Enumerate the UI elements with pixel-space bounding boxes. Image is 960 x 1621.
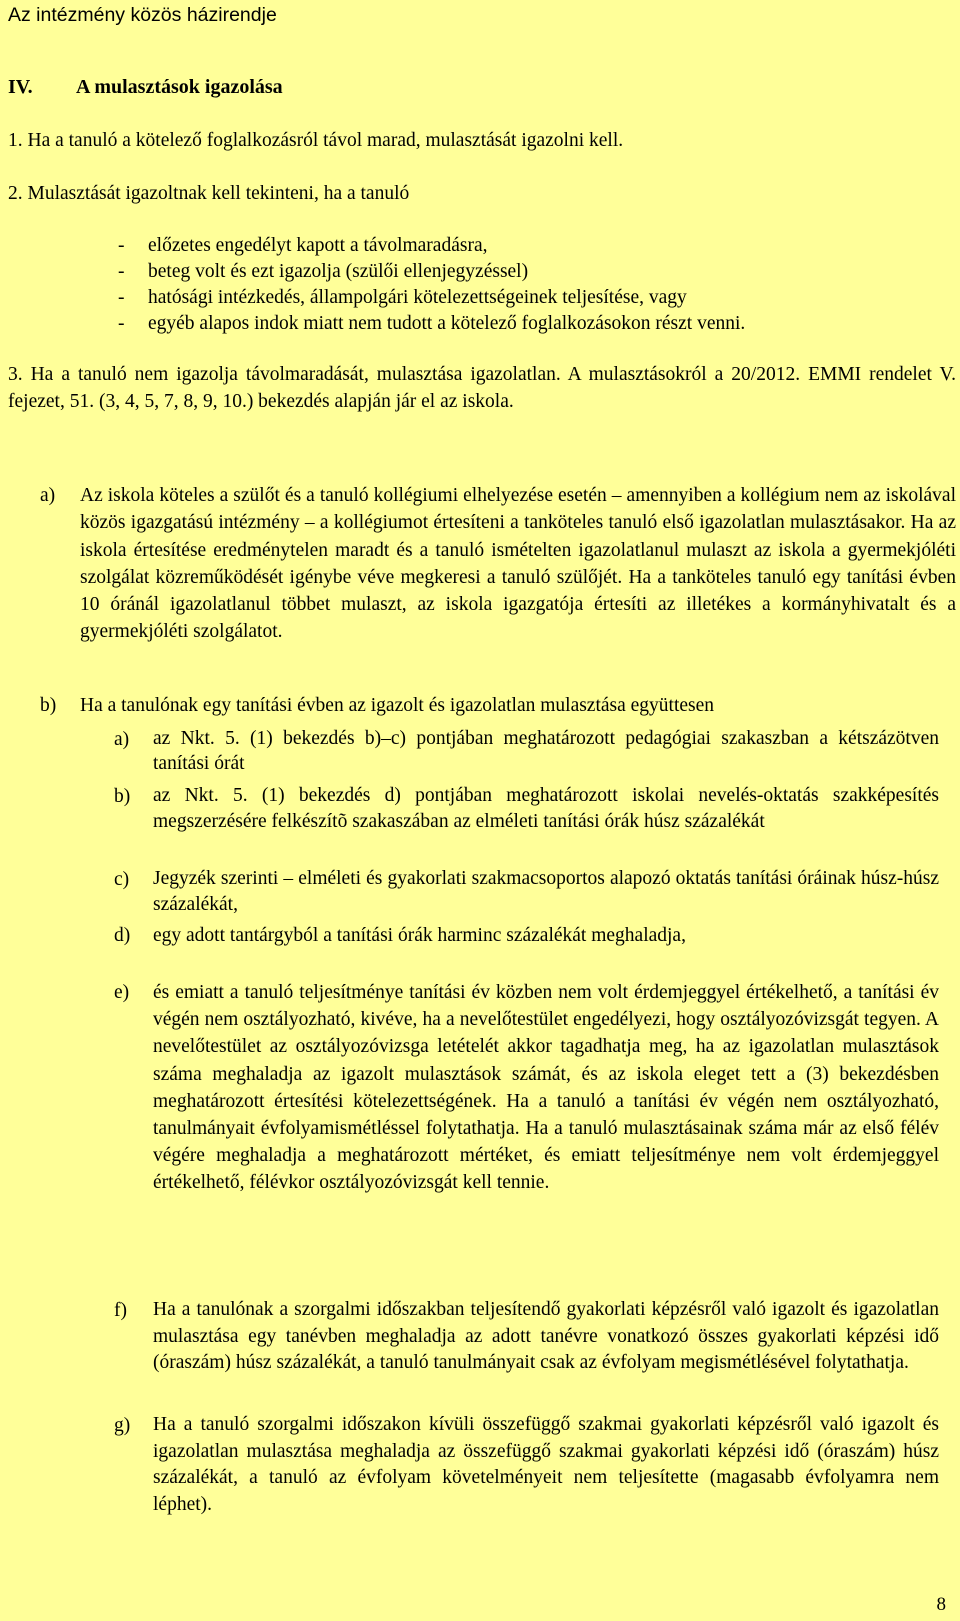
sub-item-text: egy adott tantárgyból a tanítási órák harminc százalékát meghaladja, xyxy=(153,925,686,946)
item-label-a: a) xyxy=(40,485,56,506)
section-number: IV. xyxy=(8,76,33,98)
item-label-b: b) xyxy=(40,695,57,716)
sub-item-text: Ha a tanulónak a szorgalmi időszakban teljesítendő gyakorlati képzésről való igazolt és igazolatlan mulasztása egy tanévben meghaladja az adott tanévre vonatkozó összes gyakorlati képzési idő (óraszám) húsz százalékát, a tanuló tanulmányait csak az évfolyam megismétlésével folytathatja. xyxy=(153,1299,939,1373)
list-item-text: egyéb alapos indok miatt nem tudott a kötelező foglalkozásokon részt venni. xyxy=(148,313,746,334)
paragraph-3: 3. Ha a tanuló nem igazolja távolmaradását, mulasztása igazolatlan. A mulasztásokról a 20/2012. EMMI rendelet V. fejezet, 51. (3, 4, 5, 7, 8, 9, 10.) bekezdés alapján jár el az iskola. xyxy=(8,364,956,412)
list-item-text: beteg volt és ezt igazolja (szülői ellenjegyzéssel) xyxy=(148,261,529,282)
sub-item-label: g) xyxy=(114,1415,131,1436)
sub-item-text: az Nkt. 5. (1) bekezdés b)–c) pontjában meghatározott pedagógiai szakaszban a kétszázötven tanítási órát xyxy=(153,728,939,774)
paragraph-a: Az iskola köteles a szülőt és a tanuló kollégiumi elhelyezése esetén – amennyiben a kollégium nem az iskolával közös igazgatású intézmény – a kollégiumot értesíteni a tanköteles tanuló első igazolatlan mulasztásakor. Ha az iskola értesítése eredménytelen maradt és a tanuló ismételten igazolatlanul mulaszt az iskola a gyermekjóléti szolgálat közreműködését igénybe véve megkeresi a tanuló szülőjét. Ha a tanköteles tanuló egy tanítási évben 10 óránál igazolatlanul többet mulaszt, az iskola igazgatója értesíti az illetékes a kormányhivatalt és a gyermekjóléti szolgálatot. xyxy=(80,485,956,643)
sub-item-label: c) xyxy=(114,869,130,890)
list-item-text: előzetes engedélyt kapott a távolmaradásra, xyxy=(148,235,488,256)
sub-item-text: Ha a tanuló szorgalmi időszakon kívüli összefüggő szakmai gyakorlati képzésről való igazolt és igazolatlan mulasztása meghaladja az összefüggő szakmai gyakorlati képzési idő (óraszám) húsz százalékát, a tanuló az évfolyam követelményeit nem teljesítette (magasabb évfolyamra nem léphet). xyxy=(153,1414,939,1515)
dash-marker: - xyxy=(118,287,125,308)
section-title: A mulasztások igazolása xyxy=(76,76,283,98)
sub-item-label: a) xyxy=(114,729,130,750)
paragraph-2: 2. Mulasztását igazoltnak kell tekinteni, ha a tanuló xyxy=(8,183,410,204)
list-item-text: hatósági intézkedés, állampolgári kötelezettségeinek teljesítése, vagy xyxy=(148,287,687,308)
sub-item-text: és emiatt a tanuló teljesítménye tanítási év közben nem volt érdemjeggyel értékelhető, a tanítási év végén nem osztályozható, kivéve, ha a nevelőtestület engedélyezi, hogy osztályozóvizsgát tegyen. A nevelőtestület az osztályozóvizsga letételét akkor tagadhatja meg, ha az igazolatlan mulasztások száma meghaladja az igazolt mulasztások számát, és az iskola eleget tett a (3) bekezdésben meghatározott értesítési kötelezettségének. Ha a tanuló a tanítási év végén nem osztályozható, tanulmányait évfolyamismétléssel folytathatja. Ha a tanuló mulasztásainak száma már az első félév végére meghaladja a meghatározott mértéket, és emiatt teljesítménye nem volt érdemjeggyel értékelhető, félévkor osztályozóvizsgát kell tennie. xyxy=(153,982,939,1194)
sub-item-label: f) xyxy=(114,1300,127,1321)
sub-item-label: d) xyxy=(114,925,131,946)
page-number: 8 xyxy=(936,1594,946,1615)
dash-marker: - xyxy=(118,261,125,282)
sub-item-text: Jegyzék szerinti – elméleti és gyakorlati szakmacsoportos alapozó oktatás tanítási óráinak húsz-húsz százalékát, xyxy=(153,868,939,915)
paragraph-b: Ha a tanulónak egy tanítási évben az igazolt és igazolatlan mulasztása együttesen xyxy=(80,695,715,716)
sub-item-label: e) xyxy=(114,982,130,1003)
dash-marker: - xyxy=(118,235,125,256)
page-header: Az intézmény közös házirendje xyxy=(8,4,277,26)
section-heading xyxy=(8,76,283,99)
dash-marker: - xyxy=(118,313,125,334)
sub-item-label: b) xyxy=(114,786,131,807)
sub-item-text: az Nkt. 5. (1) bekezdés d) pontjában meghatározott iskolai nevelés-oktatás szakképesítés megszerzésére felkészítõ szakaszában az elméleti tanítási órák húsz százalékát xyxy=(153,785,939,832)
paragraph-1: 1. Ha a tanuló a kötelező foglalkozásról távol marad, mulasztását igazolni kell. xyxy=(8,130,624,151)
